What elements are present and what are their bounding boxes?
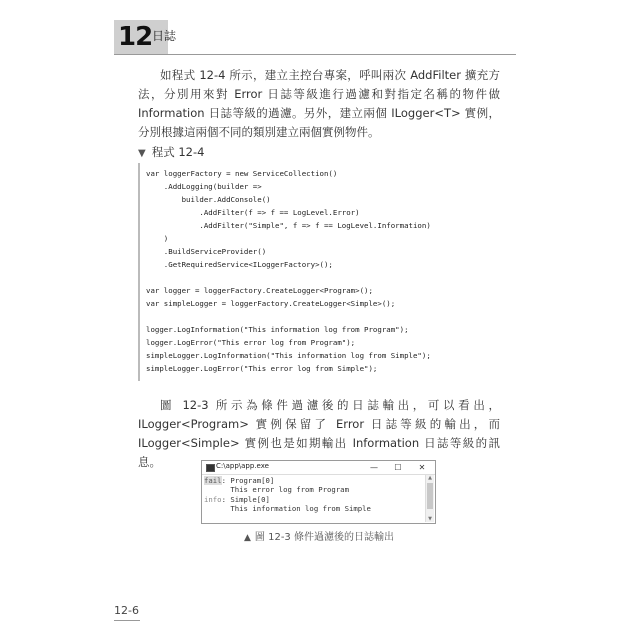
code-line: .AddLogging(builder => bbox=[146, 182, 262, 191]
log-level-fail: fail bbox=[204, 476, 222, 485]
code-line: var loggerFactory = new ServiceCollection() bbox=[146, 169, 338, 178]
code-line: logger.LogError("This error log from Program"); bbox=[146, 338, 356, 347]
console-title: C:\app\app.exe bbox=[216, 462, 269, 470]
header-divider bbox=[114, 54, 516, 55]
minimize-icon[interactable]: — bbox=[370, 463, 378, 472]
console-line: This information log from Simple bbox=[204, 504, 371, 513]
close-icon[interactable]: ✕ bbox=[418, 463, 426, 472]
code-line: .AddFilter(f => f == LogLevel.Error) bbox=[146, 208, 360, 217]
figure-caption bbox=[244, 528, 394, 543]
scroll-down-icon[interactable]: ▼ bbox=[428, 516, 432, 522]
code-line: simpleLogger.LogError("This error log from Simple"); bbox=[146, 364, 378, 373]
code-line: var simpleLogger = loggerFactory.CreateLogger<Simple>(); bbox=[146, 299, 396, 308]
triangle-up-icon: ▲ bbox=[244, 533, 251, 543]
console-line bbox=[204, 495, 270, 504]
log-source: : Program[0] bbox=[221, 476, 275, 485]
code-line: ) bbox=[146, 234, 169, 243]
code-line: .GetRequiredService<ILoggerFactory>(); bbox=[146, 260, 333, 269]
scroll-up-icon[interactable]: ▲ bbox=[428, 475, 432, 481]
code-line: var logger = loggerFactory.CreateLogger<Program>(); bbox=[146, 286, 373, 295]
console-titlebar[interactable] bbox=[202, 461, 435, 475]
log-source: : Simple[0] bbox=[221, 495, 270, 504]
chapter-number: 12 bbox=[118, 22, 153, 52]
triangle-down-icon: ▼ bbox=[138, 148, 146, 159]
listing-label-text: 程式 12-4 bbox=[151, 145, 205, 159]
console-app-icon bbox=[206, 464, 215, 472]
code-line: simpleLogger.LogInformation("This information log from Simple"); bbox=[146, 351, 431, 360]
console-scrollbar[interactable] bbox=[425, 475, 434, 522]
chapter-title: 日誌 bbox=[152, 29, 177, 43]
console-line: This error log from Program bbox=[204, 485, 349, 494]
console-output bbox=[203, 475, 425, 522]
code-line: logger.LogInformation("This information log from Program"); bbox=[146, 325, 409, 334]
listing-label bbox=[138, 144, 204, 160]
code-listing bbox=[138, 163, 502, 381]
page-number: 12-6 bbox=[114, 604, 139, 617]
footer-divider bbox=[114, 620, 140, 621]
maximize-icon[interactable]: ☐ bbox=[394, 463, 402, 472]
scroll-thumb[interactable] bbox=[427, 483, 433, 509]
intro-paragraph: 如程式 12-4 所示，建立主控台專案，呼叫兩次 AddFilter 擴充方法，分別用來對 Error 日誌等級進行過濾和對指定名稱的物件做 Information 日誌等級的過濾。另外，建立兩個 ILogger<T> 實例，分別根據這兩個不同的類別建立兩個實例物件。 bbox=[138, 68, 500, 139]
code-line: builder.AddConsole() bbox=[146, 195, 271, 204]
result-paragraph: 圖 12-3 所示為條件過濾後的日誌輸出，可以看出，ILogger<Program> 實例保留了 Error 日誌等級的輸出，而 ILogger<Simple> 實例也是如期輸出 Information 日誌等級的訊息。 bbox=[138, 398, 500, 469]
console-line bbox=[204, 476, 274, 485]
console-window bbox=[201, 460, 436, 524]
figure-caption-text: 圖 12-3 條件過濾後的日誌輸出 bbox=[254, 532, 394, 543]
code-line: .BuildServiceProvider() bbox=[146, 247, 267, 256]
log-level-info: info bbox=[204, 495, 222, 504]
code-line: .AddFilter("Simple", f => f == LogLevel.Information) bbox=[146, 221, 431, 230]
